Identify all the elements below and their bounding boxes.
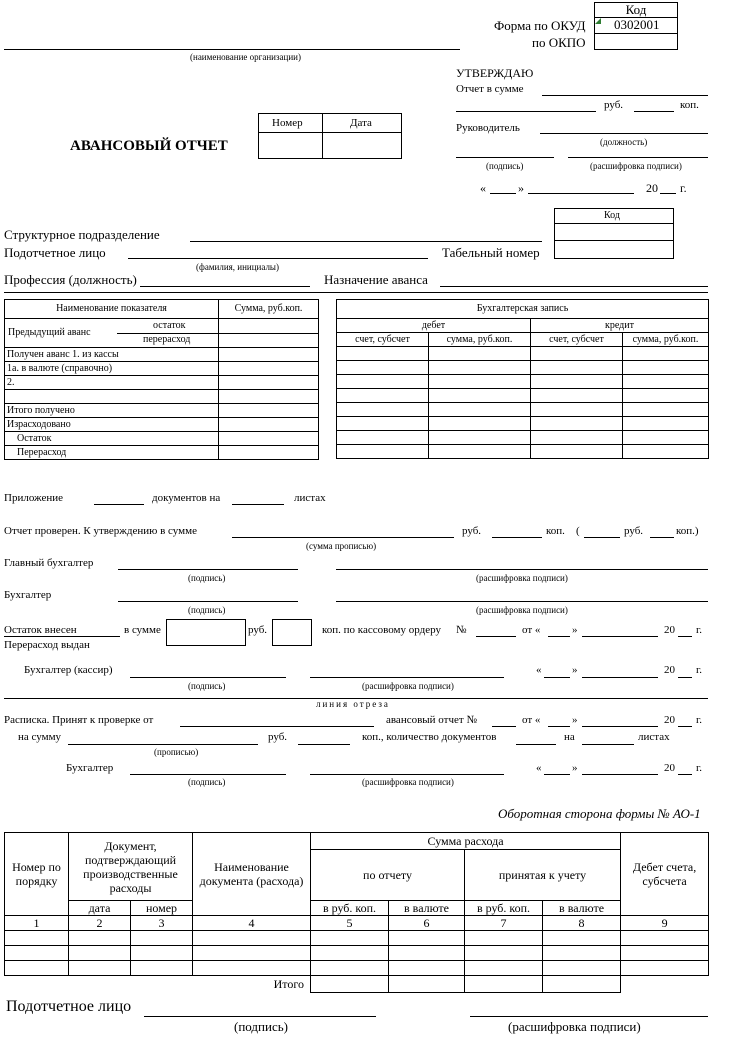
- cell[interactable]: [131, 931, 193, 946]
- okud-label: Форма по ОКУД: [494, 18, 586, 33]
- cell[interactable]: [623, 403, 709, 417]
- check-rub2: руб.: [624, 525, 644, 537]
- receipt-decoding-line[interactable]: [310, 774, 504, 775]
- h-number: номер: [131, 901, 193, 916]
- cell[interactable]: [337, 417, 429, 431]
- page-title: АВАНСОВЫЙ ОТЧЕТ: [70, 138, 228, 154]
- date-header: Дата: [350, 117, 372, 129]
- h-cur-accepted: в валюте: [543, 901, 621, 916]
- h-debit-account: Дебет счета, субсчета: [621, 833, 709, 916]
- signature-caption: (подпись): [188, 573, 226, 583]
- table-row: [337, 347, 709, 361]
- h-rub-accepted: в руб. коп.: [465, 901, 543, 916]
- check-kop: коп.: [546, 525, 565, 537]
- cell[interactable]: [623, 431, 709, 445]
- debit-amount-header: сумма, руб.коп.: [429, 333, 531, 347]
- okpo-cell[interactable]: [594, 33, 678, 50]
- cell[interactable]: [389, 961, 465, 976]
- table-row: [337, 361, 709, 375]
- receipt-from-line[interactable]: [180, 726, 374, 727]
- cell[interactable]: [429, 445, 531, 459]
- col-num: 1: [5, 916, 69, 931]
- amount-kop-line[interactable]: [298, 744, 350, 745]
- cell[interactable]: [623, 361, 709, 375]
- cell[interactable]: [69, 946, 131, 961]
- row-label: 2.: [5, 376, 219, 390]
- purpose-line[interactable]: [440, 286, 708, 287]
- cell[interactable]: [337, 375, 429, 389]
- profession-label: Профессия (должность): [4, 272, 137, 287]
- col-num: 6: [389, 916, 465, 931]
- date-day-line[interactable]: [490, 193, 516, 194]
- cell[interactable]: [429, 389, 531, 403]
- person-kod-label: Код: [604, 210, 620, 221]
- credit-header: кредит: [531, 319, 709, 333]
- table-row: [5, 418, 319, 432]
- accountant-decoding-line[interactable]: [336, 601, 708, 602]
- receipt-g-2: г.: [696, 762, 703, 774]
- total-rub-report[interactable]: [311, 976, 389, 993]
- check-kop-line[interactable]: [492, 537, 542, 538]
- okud-value: 0302001: [614, 17, 660, 32]
- h-by-report: по отчету: [311, 850, 465, 901]
- chief-signature-line[interactable]: [118, 569, 298, 570]
- cut-line-label: линия отреза: [316, 699, 390, 709]
- cell[interactable]: [193, 931, 311, 946]
- table-row: [5, 362, 319, 376]
- cell[interactable]: [623, 375, 709, 389]
- total-row: [5, 976, 709, 993]
- cell[interactable]: [193, 946, 311, 961]
- col-num: 5: [311, 916, 389, 931]
- table-row: [337, 389, 709, 403]
- receipt-year: 20: [664, 714, 675, 726]
- cell[interactable]: [531, 431, 623, 445]
- debit-account-header: счет, субсчет: [337, 333, 429, 347]
- row-sum[interactable]: [219, 404, 319, 418]
- h-document-name: Наименование документа (расхода): [193, 833, 311, 916]
- cashier-day-line[interactable]: [544, 677, 570, 678]
- prev-advance-sum[interactable]: [219, 319, 319, 348]
- kop-order-label: коп. по кассовому ордеру: [322, 624, 441, 636]
- table-row: [5, 348, 319, 362]
- receipt-quote-close: »: [572, 714, 578, 726]
- footer-signature-caption: (подпись): [234, 1019, 288, 1034]
- balance-deposited-label: Остаток внесен: [4, 624, 77, 636]
- number-date-split: [322, 113, 323, 159]
- report-no-line[interactable]: [492, 726, 516, 727]
- check-kop2-line[interactable]: [650, 537, 674, 538]
- cell[interactable]: [429, 361, 531, 375]
- cell[interactable]: [337, 403, 429, 417]
- cell[interactable]: [429, 403, 531, 417]
- in-amount-label: в сумме: [124, 624, 161, 636]
- prev-advance-label: Предыдущий аванс: [8, 327, 91, 338]
- manager-position-line[interactable]: [540, 133, 708, 134]
- check-rub: руб.: [462, 525, 482, 537]
- purpose-line-2[interactable]: [4, 292, 708, 293]
- date-quote-close: »: [518, 181, 524, 195]
- h-rub-report: в руб. коп.: [311, 901, 389, 916]
- cell[interactable]: [543, 946, 621, 961]
- cashier-year: 20: [664, 664, 675, 676]
- cell[interactable]: [5, 931, 69, 946]
- cell[interactable]: [337, 361, 429, 375]
- cashier-g: г.: [696, 664, 703, 676]
- footer-signature-line[interactable]: [144, 1016, 376, 1017]
- cell[interactable]: [621, 946, 709, 961]
- total-empty: [621, 976, 709, 993]
- table-row: [5, 319, 319, 348]
- okpo-label: по ОКПО: [532, 35, 586, 50]
- on-label: на: [564, 731, 575, 743]
- accounting-entry-header: Бухгалтерская запись: [337, 300, 709, 319]
- cell[interactable]: [465, 946, 543, 961]
- report-number-field[interactable]: [259, 133, 321, 157]
- receipt-from: от «: [522, 714, 541, 726]
- col-num: 2: [69, 916, 131, 931]
- cash-rub-label: руб.: [248, 624, 268, 636]
- overspend-label: перерасход: [143, 334, 191, 345]
- h-indicator: Наименование показателя: [5, 300, 219, 319]
- signature-caption: (подпись): [188, 681, 226, 691]
- sheets-label: листах: [638, 731, 670, 743]
- table-row: [5, 961, 709, 976]
- order-from: от «: [522, 624, 541, 636]
- division-code-cell[interactable]: [554, 223, 674, 241]
- cell[interactable]: [311, 931, 389, 946]
- cashier-signature-line[interactable]: [130, 677, 286, 678]
- receipt-quote-close-2: »: [572, 762, 578, 774]
- decoding-caption: (расшифровка подписи): [476, 605, 568, 615]
- total-cur-accepted[interactable]: [543, 976, 621, 993]
- overspend-issued-label: Перерасход выдан: [4, 639, 90, 651]
- manager-signature-line[interactable]: [456, 157, 554, 158]
- org-name-line[interactable]: [4, 49, 460, 50]
- back-side-caption: Оборотная сторона формы № АО-1: [498, 806, 701, 821]
- approve-title: УТВЕРЖДАЮ: [456, 66, 534, 80]
- row-sum[interactable]: [219, 390, 319, 404]
- decoding-caption: (расшифровка подписи): [476, 573, 568, 583]
- receipt-day-line[interactable]: [548, 726, 570, 727]
- order-year-line[interactable]: [678, 636, 692, 637]
- table-row: [5, 404, 319, 418]
- footer-decoding-line[interactable]: [470, 1016, 708, 1017]
- table-row: [5, 931, 709, 946]
- cashier-month-line[interactable]: [582, 677, 658, 678]
- division-line[interactable]: [190, 241, 542, 242]
- h-expense-sum: Сумма расхода: [311, 833, 621, 850]
- row-label: Израсходовано: [5, 418, 219, 432]
- cell[interactable]: [429, 375, 531, 389]
- signature-caption: (подпись): [486, 161, 524, 171]
- profession-line[interactable]: [140, 286, 310, 287]
- h-document: Документ, подтверждающий производственные расходы: [69, 833, 193, 901]
- col-num: 7: [465, 916, 543, 931]
- tab-number-label: Табельный номер: [442, 245, 540, 260]
- table-row: [5, 446, 319, 460]
- division-label: Структурное подразделение: [4, 227, 160, 242]
- amount-rub: руб.: [268, 731, 288, 743]
- cashier-label: Бухгалтер (кассир): [24, 664, 113, 676]
- cell[interactable]: [531, 389, 623, 403]
- kop-label: коп.: [680, 99, 699, 111]
- cell[interactable]: [131, 946, 193, 961]
- receipt-quote-open-2: «: [536, 762, 542, 774]
- cell[interactable]: [531, 347, 623, 361]
- row-sum[interactable]: [219, 376, 319, 390]
- kop-docs-label: коп., количество документов: [362, 731, 497, 743]
- date-quote-open: «: [480, 181, 486, 195]
- column-number-row: [5, 916, 709, 931]
- order-num-line[interactable]: [476, 636, 516, 637]
- purpose-label: Назначение аванса: [324, 272, 428, 287]
- table-row: [5, 946, 709, 961]
- accountant-label: Бухгалтер: [4, 589, 52, 601]
- cashier-year-line[interactable]: [678, 677, 692, 678]
- footer-accountable-label: Подотчетное лицо: [6, 998, 132, 1015]
- cell[interactable]: [623, 347, 709, 361]
- year-line[interactable]: [660, 193, 676, 194]
- appendix-sheets-line[interactable]: [232, 504, 284, 505]
- order-g: г.: [696, 624, 703, 636]
- table-row: [337, 417, 709, 431]
- order-num-sign: №: [456, 624, 467, 636]
- cell[interactable]: [621, 961, 709, 976]
- order-day-line[interactable]: [548, 636, 570, 637]
- manager-decoding-line[interactable]: [568, 157, 708, 158]
- check-rub2-line[interactable]: [584, 537, 620, 538]
- org-caption: (наименование организации): [190, 52, 301, 62]
- receipt-accountant-label: Бухгалтер: [66, 762, 114, 774]
- expense-table: [4, 832, 709, 993]
- decoding-caption: (расшифровка подписи): [590, 161, 682, 171]
- cell[interactable]: [69, 961, 131, 976]
- balance-label: остаток: [153, 320, 186, 331]
- table-row: [5, 376, 319, 390]
- tab-number-cell[interactable]: [554, 240, 674, 259]
- cell[interactable]: [465, 931, 543, 946]
- receipt-year-2: 20: [664, 762, 675, 774]
- cell[interactable]: [429, 431, 531, 445]
- cell[interactable]: [311, 946, 389, 961]
- cell[interactable]: [5, 946, 69, 961]
- appendix-docs-label: документов на: [152, 492, 221, 504]
- accountable-label: Подотчетное лицо: [4, 245, 106, 260]
- order-quote-close: »: [572, 624, 578, 636]
- accountant-signature-line[interactable]: [118, 601, 298, 602]
- table-row: [337, 445, 709, 459]
- cell[interactable]: [311, 961, 389, 976]
- table-row: [337, 431, 709, 445]
- receipt-label: Расписка. Принят к проверке от: [4, 714, 154, 726]
- receipt-month-line[interactable]: [582, 726, 658, 727]
- sheets-count-line[interactable]: [582, 744, 634, 745]
- balance-deposited-line[interactable]: [4, 636, 120, 637]
- table-row: [337, 375, 709, 389]
- receipt-year-line-2[interactable]: [678, 774, 692, 775]
- signature-caption: (подпись): [188, 605, 226, 615]
- words-caption: (прописью): [154, 747, 199, 757]
- debit-header: дебет: [337, 319, 531, 333]
- row-sum[interactable]: [219, 432, 319, 446]
- cell[interactable]: [623, 445, 709, 459]
- row-label: 1а. в валюте (справочно): [5, 362, 219, 376]
- credit-amount-header: сумма, руб.коп.: [623, 333, 709, 347]
- check-label: Отчет проверен. К утверждению в сумме: [4, 525, 197, 537]
- row-sum[interactable]: [219, 348, 319, 362]
- advance-table: [4, 299, 319, 460]
- col-num: 4: [193, 916, 311, 931]
- number-header: Номер: [272, 117, 303, 129]
- report-date-field[interactable]: [324, 133, 400, 157]
- row-sum[interactable]: [219, 418, 319, 432]
- total-label: Итого: [5, 976, 311, 993]
- col-num: 3: [131, 916, 193, 931]
- cell[interactable]: [623, 417, 709, 431]
- cell[interactable]: [69, 931, 131, 946]
- cell[interactable]: [531, 445, 623, 459]
- col-num: 8: [543, 916, 621, 931]
- cell[interactable]: [131, 961, 193, 976]
- total-cur-report[interactable]: [389, 976, 465, 993]
- row-label: Итого получено: [5, 404, 219, 418]
- row-label: [5, 390, 219, 404]
- h-accepted: принятая к учету: [465, 850, 621, 901]
- cell[interactable]: [337, 445, 429, 459]
- cell[interactable]: [5, 961, 69, 976]
- cell[interactable]: [337, 431, 429, 445]
- receipt-signature-line[interactable]: [130, 774, 286, 775]
- report-sum-line-2[interactable]: [456, 111, 596, 112]
- prev-advance-cell: [5, 319, 219, 348]
- accounting-table: [336, 299, 709, 459]
- cell[interactable]: [623, 389, 709, 403]
- order-month-line[interactable]: [582, 636, 658, 637]
- cash-rub-box[interactable]: [166, 619, 246, 646]
- manager-label: Руководитель: [456, 122, 520, 134]
- report-no-label: авансовый отчет №: [386, 714, 477, 726]
- check-sum-line[interactable]: [232, 537, 454, 538]
- table-row: [5, 390, 319, 404]
- check-paren: (: [576, 525, 580, 537]
- chief-decoding-line[interactable]: [336, 569, 708, 570]
- position-caption: (должность): [600, 137, 648, 147]
- cell[interactable]: [531, 417, 623, 431]
- check-kop2: коп.): [676, 525, 699, 537]
- prev-advance-sum-divider: [219, 333, 319, 334]
- fio-caption: (фамилия, инициалы): [196, 262, 279, 272]
- cell[interactable]: [531, 361, 623, 375]
- cell[interactable]: [621, 931, 709, 946]
- cell[interactable]: [429, 347, 531, 361]
- h-date: дата: [69, 901, 131, 916]
- row-label: Получен аванс 1. из кассы: [5, 348, 219, 362]
- chief-accountant-label: Главный бухгалтер: [4, 557, 94, 569]
- row-label: Остаток: [5, 432, 219, 446]
- receipt-month-line-2[interactable]: [582, 774, 658, 775]
- cell[interactable]: [389, 946, 465, 961]
- cell[interactable]: [531, 403, 623, 417]
- year-suffix: г.: [680, 181, 687, 195]
- amount-label: на сумму: [18, 731, 62, 743]
- cell[interactable]: [543, 961, 621, 976]
- appendix-sheets-label: листах: [294, 492, 326, 504]
- docs-count-line[interactable]: [516, 744, 556, 745]
- h-order-number: Номер по порядку: [5, 833, 69, 916]
- cell[interactable]: [337, 347, 429, 361]
- receipt-day-line-2[interactable]: [544, 774, 570, 775]
- words-caption: (сумма прописью): [306, 541, 377, 551]
- appendix-docs-line[interactable]: [94, 504, 144, 505]
- report-sum-label: Отчет в сумме: [456, 83, 524, 95]
- table-row: [337, 403, 709, 417]
- amount-line[interactable]: [68, 744, 258, 745]
- col-num: 9: [621, 916, 709, 931]
- cell[interactable]: [465, 961, 543, 976]
- row-sum[interactable]: [219, 446, 319, 460]
- decoding-caption: (расшифровка подписи): [362, 681, 454, 691]
- table-row: [5, 432, 319, 446]
- cashier-quote-open: «: [536, 664, 542, 676]
- kop-line[interactable]: [634, 111, 674, 112]
- date-month-line[interactable]: [528, 193, 634, 194]
- receipt-year-line[interactable]: [678, 726, 692, 727]
- signature-caption: (подпись): [188, 777, 226, 787]
- rub-label: руб.: [604, 99, 624, 111]
- report-sum-line[interactable]: [542, 95, 708, 96]
- cell[interactable]: [543, 931, 621, 946]
- accountable-line[interactable]: [128, 258, 428, 259]
- decoding-caption: (расшифровка подписи): [362, 777, 454, 787]
- cell[interactable]: [429, 417, 531, 431]
- cash-kop-box[interactable]: [272, 619, 312, 646]
- row-label: Перерасход: [5, 446, 219, 460]
- cell[interactable]: [389, 931, 465, 946]
- cell[interactable]: [337, 389, 429, 403]
- appendix-label: Приложение: [4, 492, 64, 504]
- h-cur-report: в валюте: [389, 901, 465, 916]
- cell[interactable]: [193, 961, 311, 976]
- cashier-quote-close: »: [572, 664, 578, 676]
- credit-account-header: счет, субсчет: [531, 333, 623, 347]
- total-rub-accepted[interactable]: [465, 976, 543, 993]
- receipt-g: г.: [696, 714, 703, 726]
- row-sum[interactable]: [219, 362, 319, 376]
- cell[interactable]: [531, 375, 623, 389]
- footer-decoding-caption: (расшифровка подписи): [508, 1019, 641, 1034]
- kod-label: Код: [625, 2, 647, 17]
- h-sum: Сумма, руб.коп.: [219, 300, 319, 319]
- cell-marker-icon: [595, 18, 601, 24]
- cashier-decoding-line[interactable]: [310, 677, 504, 678]
- year-label: 20: [646, 181, 658, 195]
- order-year: 20: [664, 624, 675, 636]
